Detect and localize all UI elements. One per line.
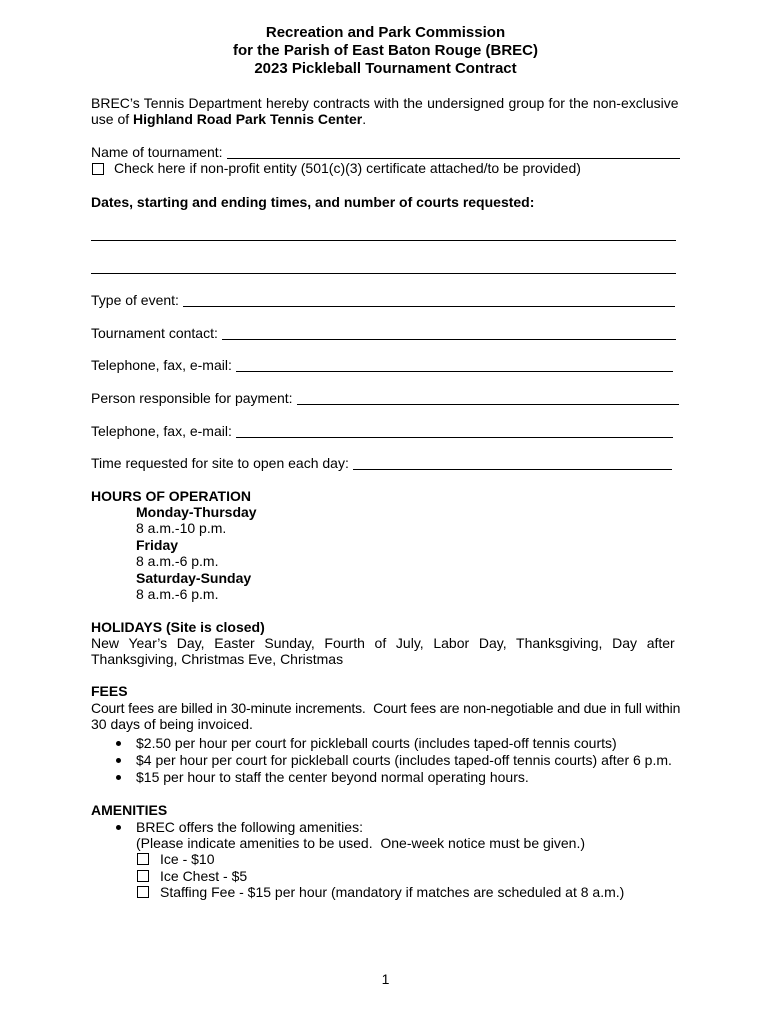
intro-prefix: use of [91, 111, 134, 127]
fee-item-text: $2.50 per hour per court for pickleball courts (includes taped-off tennis courts) [136, 735, 617, 751]
event-type-field[interactable] [183, 292, 675, 307]
fee-item-text: $4 per hour per court for pickleball courts (includes taped-off tennis courts) after 6 p.m. [136, 752, 672, 768]
amenity-option-ice-chest [137, 868, 247, 884]
contact-phone-field[interactable] [236, 357, 673, 372]
intro-line-1: BREC’s Tennis Department hereby contracts with the undersigned group for the non-exclusive [91, 95, 679, 111]
fee-item [136, 752, 672, 768]
payment-person-field[interactable] [297, 390, 679, 405]
tournament-name-field[interactable] [227, 144, 680, 159]
contact-phone-row [91, 357, 673, 373]
bullet-icon [116, 741, 121, 746]
amenity-ice-chest-checkbox[interactable] [137, 870, 149, 882]
payment-phone-row [91, 423, 673, 439]
bullet-icon [116, 825, 121, 830]
open-time-field[interactable] [353, 455, 672, 470]
amenities-note: (Please indicate amenities to be used. One-week notice must be given.) [136, 835, 586, 851]
tournament-contact-row [91, 325, 676, 341]
amenity-option-ice [137, 851, 214, 867]
fees-description-line-1: Court fees are billed in 30-minute increments. Court fees are non-negotiable and due in full within [91, 700, 681, 716]
page-number: 1 [381, 971, 390, 987]
dates-line-1-row [91, 226, 676, 242]
amenity-ice-checkbox[interactable] [137, 853, 149, 865]
nonprofit-checkbox[interactable] [92, 163, 104, 175]
document-title: 2023 Pickleball Tournament Contract [254, 60, 517, 77]
nonprofit-row [91, 160, 581, 176]
holidays-heading: HOLIDAYS (Site is closed) [91, 619, 265, 635]
tournament-contact-field[interactable] [222, 325, 676, 340]
tournament-name-row [91, 144, 680, 160]
dates-heading: Dates, starting and ending times, and number of courts requested: [91, 194, 535, 210]
open-time-row [91, 455, 672, 471]
amenity-ice-label: Ice - $10 [160, 851, 215, 867]
amenity-staffing-fee-checkbox[interactable] [137, 886, 149, 898]
payment-person-label: Person responsible for payment: [91, 390, 293, 406]
amenities-intro [136, 819, 363, 835]
bullet-icon [116, 775, 121, 780]
nonprofit-checkbox-label: Check here if non-profit entity (501(c)(3) certificate attached/to be provided) [114, 160, 581, 176]
payment-person-row [91, 390, 679, 406]
payment-phone-field[interactable] [236, 423, 673, 438]
amenity-staffing-fee-label: Staffing Fee - $15 per hour (mandatory if matches are scheduled at 8 a.m.) [160, 884, 625, 900]
holidays-list-line-1: New Year’s Day, Easter Sunday, Fourth of July, Labor Day, Thanksgiving, Day after [91, 635, 675, 651]
fee-item [136, 735, 617, 751]
fees-description-line-2: 30 days of being invoiced. [91, 716, 253, 732]
tournament-contact-label: Tournament contact: [91, 325, 218, 341]
hours-days-sat-sun: Saturday-Sunday [136, 570, 252, 586]
dates-field-line-2[interactable] [91, 259, 676, 274]
event-type-row [91, 292, 675, 308]
event-type-label: Type of event: [91, 292, 179, 308]
bullet-icon [116, 758, 121, 763]
payment-phone-label: Telephone, fax, e-mail: [91, 423, 232, 439]
amenities-intro-text: BREC offers the following amenities: [136, 819, 363, 835]
hours-time-sat-sun: 8 a.m.-6 p.m. [136, 586, 219, 602]
dates-line-2-row [91, 259, 676, 275]
fee-item-text: $15 per hour to staff the center beyond normal operating hours. [136, 769, 529, 785]
venue-name: Highland Road Park Tennis Center [133, 111, 363, 127]
intro-suffix: . [362, 111, 367, 127]
amenity-ice-chest-label: Ice Chest - $5 [160, 868, 248, 884]
hours-days-mon-thu: Monday-Thursday [136, 504, 257, 520]
header-parish: for the Parish of East Baton Rouge (BREC) [232, 42, 539, 59]
amenities-heading: AMENITIES [91, 802, 168, 818]
hours-heading: HOURS OF OPERATION [91, 488, 251, 504]
hours-days-fri: Friday [136, 537, 179, 553]
dates-field-line-1[interactable] [91, 226, 676, 241]
open-time-label: Time requested for site to open each day: [91, 455, 349, 471]
contact-phone-label: Telephone, fax, e-mail: [91, 357, 232, 373]
amenity-option-staffing-fee [137, 884, 624, 900]
fee-item [136, 769, 529, 785]
header-organization: Recreation and Park Commission [265, 24, 506, 41]
hours-time-mon-thu: 8 a.m.-10 p.m. [136, 520, 227, 536]
tournament-name-label: Name of tournament: [91, 144, 223, 160]
holidays-list-line-2: Thanksgiving, Christmas Eve, Christmas [91, 651, 344, 667]
hours-time-fri: 8 a.m.-6 p.m. [136, 553, 219, 569]
fees-heading: FEES [91, 683, 128, 699]
intro-line-2 [91, 111, 366, 127]
